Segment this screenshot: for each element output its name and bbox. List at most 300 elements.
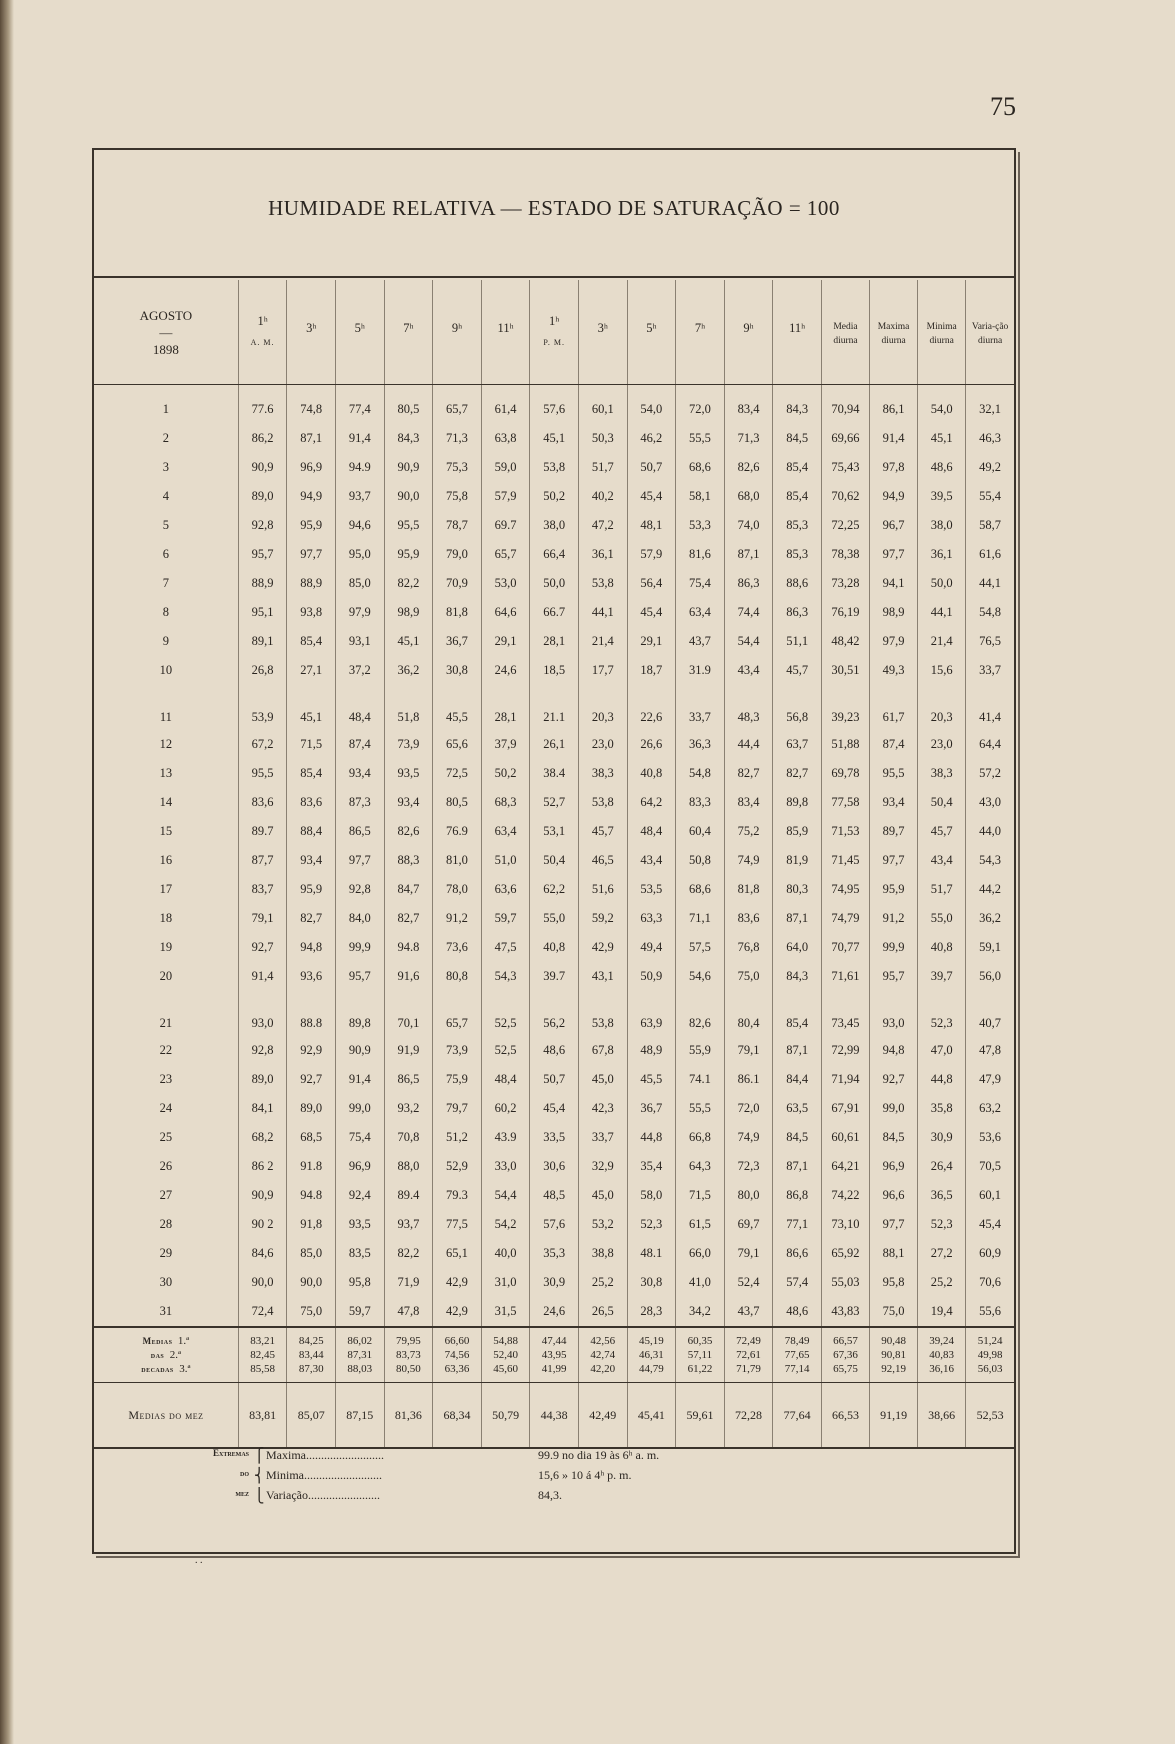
humidity-value: 71,53 xyxy=(821,817,869,846)
humidity-value: 74,95 xyxy=(821,875,869,904)
humidity-value: 73,10 xyxy=(821,1210,869,1239)
humidity-value: 56,8 xyxy=(773,685,822,730)
humidity-value: 73,28 xyxy=(821,569,869,598)
humidity-value: 65,92 xyxy=(821,1239,869,1268)
humidity-value: 54,8 xyxy=(979,605,1002,619)
decade-mean-value: 52,40 xyxy=(481,1348,530,1362)
humidity-value: 57,2 xyxy=(979,766,1002,780)
humidity-value: 60,9 xyxy=(979,1246,1002,1260)
summary-header-cell xyxy=(918,280,966,385)
day-number: 14 xyxy=(94,788,238,817)
humidity-value: 89,7 xyxy=(870,817,918,846)
humidity-value: 75,8 xyxy=(433,482,482,511)
day-row xyxy=(94,1268,1014,1297)
hour-label: 11ʰ xyxy=(497,321,514,335)
humidity-value: 68,0 xyxy=(724,482,773,511)
hour-header-cell xyxy=(238,280,287,385)
humidity-value: 44,8 xyxy=(627,1123,676,1152)
humidity-value: 91,9 xyxy=(384,1036,433,1065)
humidity-value: 40,7 xyxy=(979,1016,1002,1030)
humidity-value: 56,2 xyxy=(530,991,579,1036)
humidity-value: 57,4 xyxy=(773,1268,822,1297)
humidity-value: 71,1 xyxy=(676,904,725,933)
humidity-value: 92,7 xyxy=(870,1065,918,1094)
month-mean-value: 85,07 xyxy=(287,1383,336,1449)
humidity-value: 35,8 xyxy=(918,1094,966,1123)
humidity-value: 74,8 xyxy=(287,395,336,424)
hour-header-cell xyxy=(336,280,385,385)
decade-mean-value: 45,19 xyxy=(627,1327,676,1348)
humidity-value: 82,7 xyxy=(384,904,433,933)
humidity-value: 93,8 xyxy=(287,598,336,627)
humidity-value: 29,1 xyxy=(627,627,676,656)
humidity-value: 84,4 xyxy=(773,1065,822,1094)
hour-label: 5ʰ xyxy=(646,321,657,335)
humidity-value: 41,0 xyxy=(676,1268,725,1297)
humidity-value: 48,4 xyxy=(481,1065,530,1094)
humidity-value: 30,8 xyxy=(627,1268,676,1297)
humidity-value: 45,1 xyxy=(384,627,433,656)
humidity-value: 82,7 xyxy=(287,904,336,933)
humidity-value: 73,45 xyxy=(821,991,869,1036)
humidity-value: 53,2 xyxy=(578,1210,627,1239)
humidity-value: 57,5 xyxy=(676,933,725,962)
humidity-value: 35,3 xyxy=(530,1239,579,1268)
humidity-value: 65,7 xyxy=(433,991,482,1036)
day-number: 20 xyxy=(94,962,238,991)
spacer-cell xyxy=(918,385,966,396)
day-number: 7 xyxy=(94,569,238,598)
humidity-value: 59,7 xyxy=(481,904,530,933)
decade-mean-value: 47,44 xyxy=(530,1327,579,1348)
humidity-value: 52,5 xyxy=(481,1036,530,1065)
humidity-value: 69,7 xyxy=(724,1210,773,1239)
day-row xyxy=(94,759,1014,788)
humidity-value: 75,0 xyxy=(870,1297,918,1327)
month-header-cell xyxy=(94,280,238,385)
humidity-value: 68,6 xyxy=(676,875,725,904)
humidity-value: 23,0 xyxy=(578,730,627,759)
humidity-value: 93,5 xyxy=(336,1210,385,1239)
humidity-value: 82,6 xyxy=(676,991,725,1036)
decade-mean-value: 77,65 xyxy=(773,1348,822,1362)
humidity-value: 54,4 xyxy=(481,1181,530,1210)
year-label: 1898 xyxy=(152,341,179,357)
month-mean-value: 66,53 xyxy=(821,1383,869,1449)
day-row xyxy=(94,933,1014,962)
humidity-value: 55,6 xyxy=(966,1297,1014,1327)
day-row xyxy=(94,962,1014,991)
humidity-value: 95,5 xyxy=(238,759,287,788)
humidity-value: 95,0 xyxy=(336,540,385,569)
humidity-value: 74,9 xyxy=(724,1123,773,1152)
humidity-value: 26,6 xyxy=(627,730,676,759)
hour-header-cell xyxy=(384,280,433,385)
hour-header-cell xyxy=(433,280,482,385)
humidity-value: 89,0 xyxy=(287,1094,336,1123)
spacer-row xyxy=(94,385,1014,396)
humidity-value: 78,0 xyxy=(433,875,482,904)
humidity-value: 88,9 xyxy=(287,569,336,598)
humidity-value: 42,9 xyxy=(578,933,627,962)
day-row xyxy=(94,627,1014,656)
humidity-value: 85,9 xyxy=(773,817,822,846)
decade-mean-value: 87,31 xyxy=(336,1348,385,1362)
humidity-value: 43,4 xyxy=(627,846,676,875)
spacer-cell xyxy=(530,385,579,396)
humidity-value: 44,0 xyxy=(979,824,1002,838)
humidity-value: 68,3 xyxy=(481,788,530,817)
humidity-value: 51,6 xyxy=(578,875,627,904)
spacer-cell xyxy=(287,385,336,396)
month-mean-value: 72,28 xyxy=(724,1383,773,1449)
extremes-label: do xyxy=(240,1468,249,1478)
humidity-value: 33,7 xyxy=(676,685,725,730)
humidity-value: 48,4 xyxy=(336,685,385,730)
humidity-value: 66,8 xyxy=(676,1123,725,1152)
humidity-value: 70,5 xyxy=(979,1159,1002,1173)
humidity-value: 84,1 xyxy=(238,1094,287,1123)
humidity-value: 31,0 xyxy=(481,1268,530,1297)
month-mean-value: 38,66 xyxy=(918,1383,966,1449)
humidity-value: 45,7 xyxy=(773,656,822,685)
decade-mean-value: 57,11 xyxy=(676,1348,725,1362)
decade-mean-value: 90,81 xyxy=(870,1348,918,1362)
humidity-value: 81,0 xyxy=(433,846,482,875)
humidity-value: 84,3 xyxy=(773,395,822,424)
humidity-value: 48,4 xyxy=(627,817,676,846)
spacer-cell xyxy=(627,385,676,396)
humidity-table xyxy=(94,280,1014,1449)
humidity-value: 94,8 xyxy=(287,933,336,962)
humidity-value: 54,3 xyxy=(481,962,530,991)
humidity-value: 69,66 xyxy=(821,424,869,453)
humidity-value: 90 2 xyxy=(238,1210,287,1239)
humidity-value: 86,1 xyxy=(870,395,918,424)
humidity-value: 85,4 xyxy=(773,991,822,1036)
humidity-value: 45,7 xyxy=(578,817,627,846)
day-number: 17 xyxy=(94,875,238,904)
humidity-value: 91,2 xyxy=(433,904,482,933)
humidity-value: 97,9 xyxy=(870,627,918,656)
humidity-value: 77.6 xyxy=(238,395,287,424)
decade-mean-value: 84,25 xyxy=(287,1327,336,1348)
humidity-value: 38,0 xyxy=(918,511,966,540)
extreme-line xyxy=(94,1468,1014,1486)
decade-label-cell xyxy=(94,1348,238,1362)
table-title: HUMIDADE RELATIVA — ESTADO DE SATURAÇÃO = 100 xyxy=(268,196,840,220)
day-row xyxy=(94,1239,1014,1268)
extreme-value: 15,6 » 10 á 4ʰ p. m. xyxy=(538,1468,632,1482)
decade-mean-value: 49,98 xyxy=(977,1349,1003,1361)
humidity-value: 70,6 xyxy=(979,1275,1002,1289)
day-row xyxy=(94,904,1014,933)
humidity-value: 52,5 xyxy=(481,991,530,1036)
day-number: 28 xyxy=(94,1210,238,1239)
decade-mean-value: 36,16 xyxy=(918,1362,966,1383)
day-number: 4 xyxy=(94,482,238,511)
month-mean-value: 52,53 xyxy=(966,1383,1014,1449)
humidity-value: 71,5 xyxy=(287,730,336,759)
humidity-value: 70,1 xyxy=(384,991,433,1036)
humidity-value: 55,0 xyxy=(918,904,966,933)
humidity-value: 69.7 xyxy=(481,511,530,540)
humidity-value: 70,62 xyxy=(821,482,869,511)
humidity-value: 94,8 xyxy=(870,1036,918,1065)
hour-label: 7ʰ xyxy=(694,321,706,335)
humidity-value: 80,0 xyxy=(724,1181,773,1210)
summary-header-cell xyxy=(821,280,869,385)
humidity-value: 79,1 xyxy=(724,1239,773,1268)
day-row xyxy=(94,569,1014,598)
humidity-value: 41,4 xyxy=(979,710,1002,724)
humidity-value: 44,8 xyxy=(918,1065,966,1094)
humidity-value: 94.9 xyxy=(336,453,385,482)
humidity-value: 46,5 xyxy=(578,846,627,875)
humidity-value: 73,9 xyxy=(433,1036,482,1065)
humidity-value: 67,91 xyxy=(821,1094,869,1123)
brace-icon: ⎩ xyxy=(254,1489,265,1504)
humidity-value: 86 2 xyxy=(238,1152,287,1181)
humidity-value: 75,3 xyxy=(433,453,482,482)
humidity-value: 86,6 xyxy=(773,1239,822,1268)
humidity-value: 72,0 xyxy=(676,395,725,424)
spacer-cell xyxy=(578,385,627,396)
humidity-value: 48.1 xyxy=(627,1239,676,1268)
humidity-value: 39,7 xyxy=(918,962,966,991)
humidity-value: 65,1 xyxy=(433,1239,482,1268)
day-number: 16 xyxy=(94,846,238,875)
spacer-cell xyxy=(94,385,238,396)
spacer-cell xyxy=(821,385,869,396)
humidity-value: 93,1 xyxy=(336,627,385,656)
humidity-value: 91,4 xyxy=(238,962,287,991)
humidity-value: 63,3 xyxy=(627,904,676,933)
decade-mean-value: 87,30 xyxy=(287,1362,336,1383)
humidity-value: 67,8 xyxy=(578,1036,627,1065)
humidity-value: 39.7 xyxy=(530,962,579,991)
humidity-value: 85,4 xyxy=(773,482,822,511)
humidity-value: 22,6 xyxy=(627,685,676,730)
decade-mean-value: 80,50 xyxy=(384,1362,433,1383)
humidity-value: 87,7 xyxy=(238,846,287,875)
humidity-value: 92,4 xyxy=(336,1181,385,1210)
extremes-label: Extremas xyxy=(212,1448,249,1458)
humidity-value: 92,9 xyxy=(287,1036,336,1065)
humidity-value: 63,4 xyxy=(481,817,530,846)
month-mean-value: 44,38 xyxy=(530,1383,579,1449)
humidity-value: 47,2 xyxy=(578,511,627,540)
humidity-value: 84,5 xyxy=(773,1123,822,1152)
humidity-value: 85,3 xyxy=(773,540,822,569)
humidity-value: 33,5 xyxy=(530,1123,579,1152)
humidity-value: 28,1 xyxy=(530,627,579,656)
decade-mean-value: 85,58 xyxy=(238,1362,287,1383)
summary-header-label: Maxima diurna xyxy=(877,322,910,346)
decade-mean-value: 51,24 xyxy=(977,1335,1003,1347)
humidity-value: 21.1 xyxy=(530,685,579,730)
humidity-value: 51,1 xyxy=(773,627,822,656)
decade-mean-value: 43,95 xyxy=(530,1348,579,1362)
humidity-value: 94,1 xyxy=(870,569,918,598)
hour-header-cell xyxy=(627,280,676,385)
humidity-value: 75,0 xyxy=(287,1297,336,1327)
humidity-value: 91,4 xyxy=(336,424,385,453)
humidity-value: 65,7 xyxy=(481,540,530,569)
header-row xyxy=(94,280,1014,385)
humidity-value: 71,5 xyxy=(676,1181,725,1210)
humidity-value: 85,0 xyxy=(287,1239,336,1268)
humidity-value: 43,7 xyxy=(724,1297,773,1327)
decade-mean-value: 54,88 xyxy=(481,1327,530,1348)
humidity-value: 83,6 xyxy=(238,788,287,817)
humidity-value: 30,9 xyxy=(530,1268,579,1297)
humidity-value: 27,2 xyxy=(918,1239,966,1268)
humidity-value: 61,4 xyxy=(481,395,530,424)
decade-number: 1.ª xyxy=(177,1335,190,1347)
humidity-value: 45,0 xyxy=(578,1065,627,1094)
humidity-value: 90,9 xyxy=(238,453,287,482)
humidity-value: 93,2 xyxy=(384,1094,433,1123)
humidity-value: 97,9 xyxy=(336,598,385,627)
humidity-value: 42,9 xyxy=(433,1297,482,1327)
brace-icon: ⎧ xyxy=(254,1449,265,1464)
humidity-value: 51,2 xyxy=(433,1123,482,1152)
humidity-value: 99,9 xyxy=(336,933,385,962)
humidity-value: 50,4 xyxy=(918,788,966,817)
month-mean-value: 81,36 xyxy=(384,1383,433,1449)
humidity-value: 33,7 xyxy=(578,1123,627,1152)
humidity-value: 36,7 xyxy=(627,1094,676,1123)
hour-header-cell xyxy=(287,280,336,385)
humidity-value: 96,9 xyxy=(287,453,336,482)
hour-label: 11ʰ xyxy=(789,321,806,335)
day-number: 27 xyxy=(94,1181,238,1210)
hour-label: 9ʰ xyxy=(451,321,463,335)
humidity-value: 72,99 xyxy=(821,1036,869,1065)
humidity-value: 72,4 xyxy=(238,1297,287,1327)
day-row xyxy=(94,656,1014,685)
humidity-value: 81,9 xyxy=(773,846,822,875)
humidity-value: 24,6 xyxy=(481,656,530,685)
humidity-value: 52,4 xyxy=(724,1268,773,1297)
footer-marks: . . xyxy=(195,1555,203,1566)
decade-mean-value: 45,60 xyxy=(481,1362,530,1383)
spacer-cell xyxy=(870,385,918,396)
humidity-value: 83,5 xyxy=(336,1239,385,1268)
month-mean-value: 45,41 xyxy=(627,1383,676,1449)
month-mean-label: Medias do mez xyxy=(94,1383,238,1449)
day-number: 5 xyxy=(94,511,238,540)
decade-number: 3.ª xyxy=(179,1363,191,1375)
humidity-value: 50,2 xyxy=(530,482,579,511)
humidity-value: 36,5 xyxy=(918,1181,966,1210)
humidity-value: 64,3 xyxy=(676,1152,725,1181)
humidity-value: 74,4 xyxy=(724,598,773,627)
humidity-value: 97,7 xyxy=(287,540,336,569)
day-row xyxy=(94,1297,1014,1327)
humidity-value: 57,6 xyxy=(530,395,579,424)
month-mean-value: 50,79 xyxy=(481,1383,530,1449)
humidity-value: 57,9 xyxy=(627,540,676,569)
humidity-value: 80,3 xyxy=(773,875,822,904)
humidity-value: 18,7 xyxy=(627,656,676,685)
humidity-value: 74,9 xyxy=(724,846,773,875)
day-row xyxy=(94,788,1014,817)
hour-label: 3ʰ xyxy=(306,321,317,335)
humidity-value: 70,77 xyxy=(821,933,869,962)
humidity-value: 86,3 xyxy=(773,598,822,627)
humidity-value: 75,0 xyxy=(724,962,773,991)
title-rule xyxy=(94,276,1014,278)
spacer-cell xyxy=(336,385,385,396)
humidity-value: 82,6 xyxy=(724,453,773,482)
humidity-value: 82,2 xyxy=(384,1239,433,1268)
humidity-value: 89,8 xyxy=(773,788,822,817)
humidity-value: 47,8 xyxy=(384,1297,433,1327)
humidity-value: 92,7 xyxy=(238,933,287,962)
humidity-value: 90,9 xyxy=(336,1036,385,1065)
humidity-value: 71,94 xyxy=(821,1065,869,1094)
humidity-value: 94,9 xyxy=(870,482,918,511)
humidity-value: 93,7 xyxy=(384,1210,433,1239)
decade-group-label: das xyxy=(150,1350,165,1360)
humidity-value: 70,9 xyxy=(433,569,482,598)
hour-header-cell xyxy=(773,280,822,385)
humidity-value: 50,7 xyxy=(530,1065,579,1094)
decade-mean-value: 77,14 xyxy=(773,1362,822,1383)
humidity-value: 59,0 xyxy=(481,453,530,482)
humidity-value: 76,8 xyxy=(724,933,773,962)
day-number: 21 xyxy=(94,991,238,1036)
month-label: AGOSTO xyxy=(139,307,193,323)
humidity-value: 60,4 xyxy=(676,817,725,846)
humidity-value: 89,8 xyxy=(336,991,385,1036)
humidity-value: 91,4 xyxy=(336,1065,385,1094)
humidity-value: 25,2 xyxy=(578,1268,627,1297)
summary-header-cell xyxy=(870,280,918,385)
humidity-value: 53,6 xyxy=(979,1130,1002,1144)
humidity-value: 96,6 xyxy=(870,1181,918,1210)
humidity-value: 48,6 xyxy=(530,1036,579,1065)
decade-mean-value: 92,19 xyxy=(870,1362,918,1383)
humidity-value: 96,7 xyxy=(870,511,918,540)
humidity-value: 38,3 xyxy=(918,759,966,788)
humidity-value: 87,4 xyxy=(870,730,918,759)
month-mean-value: 59,61 xyxy=(676,1383,725,1449)
humidity-value: 40,8 xyxy=(918,933,966,962)
humidity-value: 39,5 xyxy=(918,482,966,511)
decade-group-label: Medias xyxy=(142,1336,173,1346)
extreme-value: 99.9 no dia 19 às 6ʰ a. m. xyxy=(538,1448,660,1462)
month-mean-row xyxy=(94,1383,1014,1449)
humidity-value: 84,3 xyxy=(773,962,822,991)
humidity-value: 28,3 xyxy=(627,1297,676,1327)
summary-header-label: Minima diurna xyxy=(926,322,957,346)
humidity-value: 50,0 xyxy=(530,569,579,598)
decade-mean-value: 83,73 xyxy=(384,1348,433,1362)
humidity-value: 84,5 xyxy=(773,424,822,453)
humidity-value: 63,7 xyxy=(773,730,822,759)
humidity-value: 93,4 xyxy=(336,759,385,788)
humidity-value: 89,0 xyxy=(238,1065,287,1094)
humidity-value: 70,94 xyxy=(821,395,869,424)
humidity-value: 40,0 xyxy=(481,1239,530,1268)
humidity-value: 95,5 xyxy=(384,511,433,540)
humidity-value: 79,1 xyxy=(724,1036,773,1065)
humidity-value: 83,6 xyxy=(724,904,773,933)
decade-mean-value: 40,83 xyxy=(918,1348,966,1362)
